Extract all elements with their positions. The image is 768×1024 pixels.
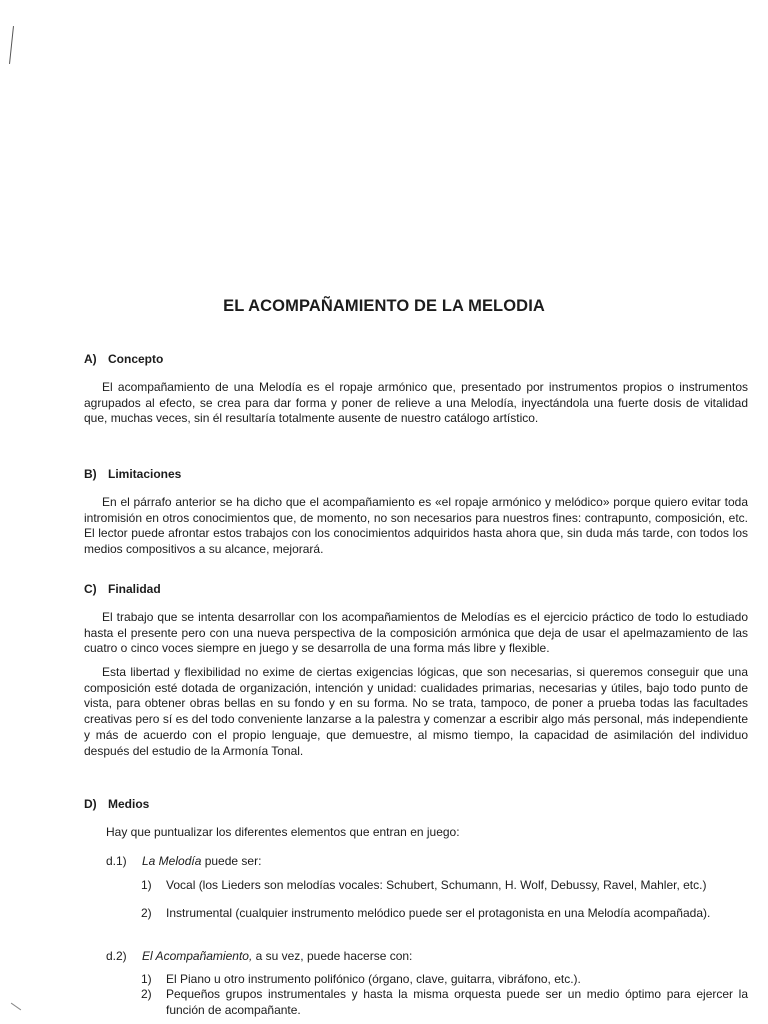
subsection-d1-title: La Melodía — [142, 854, 202, 868]
subsection-d1-tail: puede ser: — [201, 854, 262, 868]
section-a-label: A) — [84, 352, 97, 366]
list-item-text: El Piano u otro instrumento polifónico (órgano, clave, guitarra, vibráfono, etc.). — [166, 972, 581, 986]
list-item-text: Vocal (los Lieders son melodías vocales: Schubert, Schumann, H. Wolf, Debussy, Ravel, Mahler, etc.) — [166, 878, 707, 892]
list-item-number: 1) — [141, 878, 152, 892]
section-d-heading — [84, 797, 149, 811]
list-item — [141, 906, 748, 922]
section-b-label: B) — [84, 467, 97, 481]
scan-artifact-corner — [11, 1003, 21, 1011]
section-d-intro: Hay que puntualizar los diferentes elementos que entran en juego: — [106, 825, 460, 839]
list-item — [141, 987, 748, 1018]
scan-artifact-mark — [9, 26, 14, 64]
list-item-number: 1) — [141, 972, 152, 986]
list-item-number: 2) — [141, 987, 152, 1001]
list-item — [141, 972, 748, 988]
section-c-paragraph-1: El trabajo que se intenta desarrollar con los acompañamientos de Melodías es el ejercicio práctico de todo lo estudiado hasta el presente pero con una nueva perspectiva de la composición armónica que deja de usar el apelmazamiento de las cuatro o cinco voces siempre en juego y se desarrolla de una forma más libre y flexible. — [84, 610, 748, 656]
subsection-d1-label: d.1) — [106, 854, 127, 868]
list-item-text: Pequeños grupos instrumentales y hasta la misma orquesta puede ser un medio óptimo para ejercer la función de acompañante. — [166, 987, 748, 1017]
section-d-label: D) — [84, 797, 97, 811]
list-item-text: Instrumental (cualquier instrumento melódico puede ser el protagonista en una Melodía acompañada). — [166, 906, 711, 920]
subsection-d1-heading — [106, 854, 261, 868]
section-c-label: C) — [84, 582, 97, 596]
subsection-d2-tail: a su vez, puede hacerse con: — [252, 949, 413, 963]
subsection-d2-label: d.2) — [106, 949, 127, 963]
section-d-title: Medios — [108, 797, 150, 811]
subsection-d2-heading — [106, 949, 412, 963]
section-b-paragraph-1: En el párrafo anterior se ha dicho que el acompañamiento es «el ropaje armónico y melódico» porque quiero evitar toda intromisión en otros conocimientos que, de momento, no son necesarios para nuestros fines: contrapunto, composición, etc. El lector puede afrontar estos trabajos con los conocimientos adquiridos hasta ahora que, sin duda más tarde, con todos los medios compositivos a su alcance, mejorará. — [84, 495, 748, 557]
section-a-paragraph-1: El acompañamiento de una Melodía es el ropaje armónico que, presentado por instrumentos propios o instrumentos agrupados al efecto, se crea para dar forma y poner de relieve a una Melodía, inyectándola una fuerte dosis de vitalidad que, muchas veces, sin él resultaría totalmente ausente de nuestro catálogo artístico. — [84, 380, 748, 426]
section-c-title: Finalidad — [108, 582, 161, 596]
section-b-heading — [84, 467, 181, 481]
section-c-heading — [84, 582, 161, 596]
section-a-title: Concepto — [108, 352, 164, 366]
list-item-number: 2) — [141, 906, 152, 920]
subsection-d2-title: El Acompañamiento, — [142, 949, 253, 963]
section-c-paragraph-2: Esta libertad y flexibilidad no exime de ciertas exigencias lógicas, que son necesarias, si queremos conseguir que una composición esté dotada de organización, intención y unidad: cualidades primarias, necesarias y útiles, bajo todo punto de vista, para obtener obras bellas en su fondo y en su forma. No se trata, tampoco, de poner a prueba todas las facultades creativas pero sí es del todo conveniente lanzarse a la palestra y comenzar a escribir algo más personal, más independiente y más de acuerdo con el propio lenguaje, que demuestre, al mismo tiempo, la capacidad de asimilación del individuo después del estudio de la Armonía Tonal. — [84, 665, 748, 758]
section-b-title: Limitaciones — [108, 467, 182, 481]
section-a-heading — [84, 352, 163, 366]
page-title: EL ACOMPAÑAMIENTO DE LA MELODIA — [223, 297, 545, 315]
list-item — [141, 878, 748, 894]
